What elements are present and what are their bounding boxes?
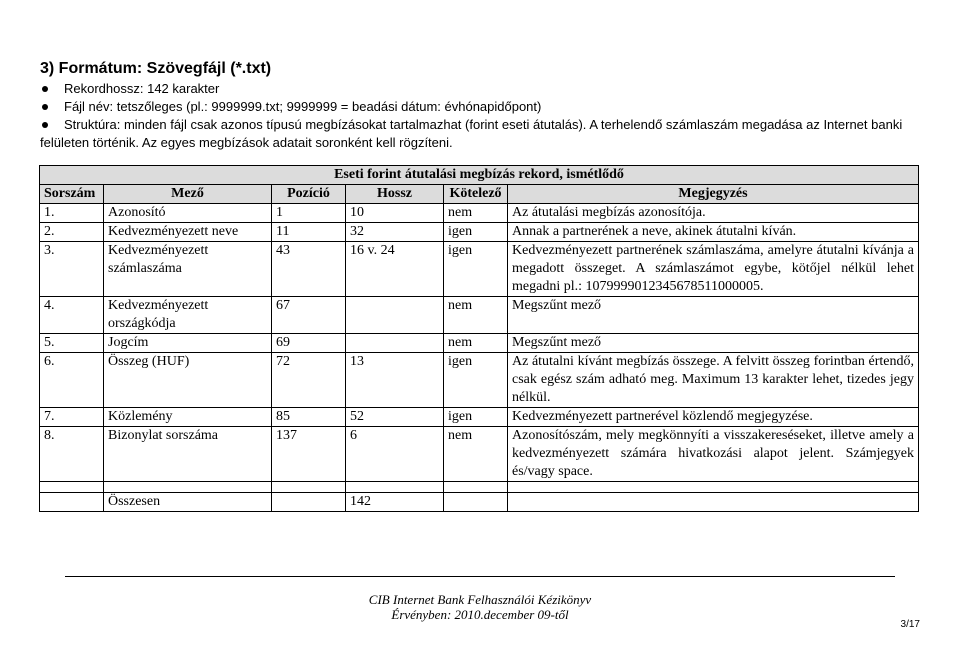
cell-note: Annak a partnerének a neve, akinek átutalni kíván. xyxy=(508,223,919,242)
cell-field: Kedvezményezett neve xyxy=(104,223,272,242)
cell-required: nem xyxy=(444,204,508,223)
cell-required: igen xyxy=(444,408,508,427)
cell-position: 11 xyxy=(272,223,346,242)
table-spacer-row xyxy=(40,482,919,493)
cell-field: Bizonylat sorszáma xyxy=(104,427,272,482)
cell-length: 52 xyxy=(346,408,444,427)
cell-no: 4. xyxy=(40,297,104,334)
section-heading: 3) Formátum: Szövegfájl (*.txt) xyxy=(40,60,272,77)
cell-length xyxy=(346,334,444,353)
footer-manual-title: CIB Internet Bank Felhasználói Kézikönyv xyxy=(368,592,592,607)
cell-field: Összeg (HUF) xyxy=(104,353,272,408)
footer-validity: Érvényben: 2010.december 09-től xyxy=(391,607,569,622)
cell-position: 72 xyxy=(272,353,346,408)
total-label: Összesen xyxy=(104,493,272,512)
cell-field: Azonosító xyxy=(104,204,272,223)
cell-no: 7. xyxy=(40,408,104,427)
table-row xyxy=(40,408,919,427)
cell-required: nem xyxy=(444,297,508,334)
cell-position: 43 xyxy=(272,242,346,297)
cell-note: Megszűnt mező xyxy=(508,334,919,353)
cell-position: 85 xyxy=(272,408,346,427)
bullet-record-length: Rekordhossz: 142 karakter xyxy=(40,80,930,98)
cell-position: 1 xyxy=(272,204,346,223)
cell-length: 10 xyxy=(346,204,444,223)
bullet-structure: Struktúra: minden fájl csak azonos típusú megbízásokat tartalmazhat (forint eseti átutalás). A terhelendő számlaszám megadása az Internet banki felületen történik. Az egyes megbízások adatait soronként kell rögzíteni. xyxy=(40,116,930,152)
cell-position: 137 xyxy=(272,427,346,482)
cell-length: 32 xyxy=(346,223,444,242)
cell-no: 3. xyxy=(40,242,104,297)
cell-required: igen xyxy=(444,223,508,242)
cell-field: Jogcím xyxy=(104,334,272,353)
cell-note: Az átutalási megbízás azonosítója. xyxy=(508,204,919,223)
cell-no: 5. xyxy=(40,334,104,353)
cell-note: Kedvezményezett partnerével közlendő megjegyzése. xyxy=(508,408,919,427)
col-header-length: Hossz xyxy=(346,185,444,204)
table-row xyxy=(40,204,919,223)
col-header-field: Mező xyxy=(104,185,272,204)
cell-position: 67 xyxy=(272,297,346,334)
cell-field: Kedvezményezett számlaszáma xyxy=(104,242,272,297)
col-header-position: Pozíció xyxy=(272,185,346,204)
cell-no: 2. xyxy=(40,223,104,242)
table-row xyxy=(40,242,919,297)
table-row xyxy=(40,223,919,242)
cell-required: nem xyxy=(444,427,508,482)
cell-note: Az átutalni kívánt megbízás összege. A felvitt összeg forintban értendő, csak egész szám adható meg. Maximum 13 karakter lehet, tizedes jegy nélkül. xyxy=(508,353,919,408)
cell-note: Megszűnt mező xyxy=(508,297,919,334)
total-value: 142 xyxy=(346,493,444,512)
cell-field: Közlemény xyxy=(104,408,272,427)
cell-no: 1. xyxy=(40,204,104,223)
table-row xyxy=(40,297,919,334)
col-header-no: Sorszám xyxy=(40,185,104,204)
table-row xyxy=(40,353,919,408)
table-row xyxy=(40,334,919,353)
cell-note: Kedvezményezett partnerének számlaszáma, amelyre átutalni kívánja a megadott összeget. A számlaszámot egybe, kötőjel nélkül lehet megadni pl.: 1079999012345678511000005. xyxy=(508,242,919,297)
cell-length: 6 xyxy=(346,427,444,482)
bullet-file-name: Fájl név: tetszőleges (pl.: 9999999.txt; 9999999 = beadási dátum: évhónapidőpont) xyxy=(40,98,930,116)
cell-position: 69 xyxy=(272,334,346,353)
cell-required: nem xyxy=(444,334,508,353)
cell-note: Azonosítószám, mely megkönnyíti a visszakereséseket, illetve amely a kedvezményezett számára hivatkozási alapot jelent. Számjegyek és/vagy space. xyxy=(508,427,919,482)
page-number: 3/17 xyxy=(900,619,920,630)
col-header-required: Kötelező xyxy=(444,185,508,204)
table-caption: Eseti forint átutalási megbízás rekord, ismétlődő xyxy=(40,166,919,185)
cell-no: 6. xyxy=(40,353,104,408)
table-row xyxy=(40,427,919,482)
total-row xyxy=(40,493,919,512)
footer-divider xyxy=(65,576,895,577)
cell-length: 16 v. 24 xyxy=(346,242,444,297)
info-bullet-list xyxy=(40,80,930,152)
cell-no: 8. xyxy=(40,427,104,482)
record-table xyxy=(39,165,919,512)
cell-required: igen xyxy=(444,353,508,408)
col-header-note: Megjegyzés xyxy=(508,185,919,204)
cell-required: igen xyxy=(444,242,508,297)
cell-length xyxy=(346,297,444,334)
cell-length: 13 xyxy=(346,353,444,408)
cell-field: Kedvezményezett országkódja xyxy=(104,297,272,334)
